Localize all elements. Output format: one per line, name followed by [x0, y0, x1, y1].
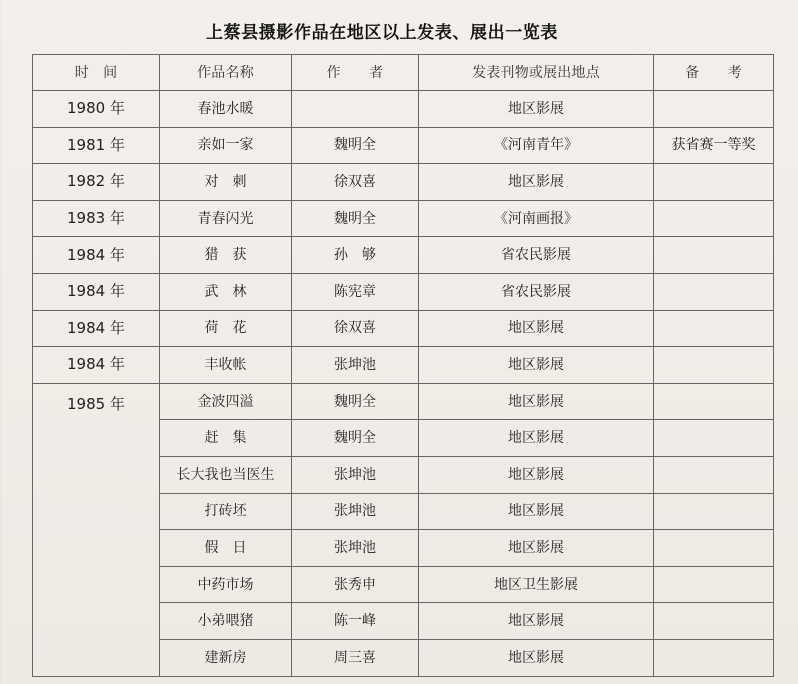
table-row: [33, 347, 774, 384]
remarks-cell: [654, 530, 774, 567]
author-cell: [292, 91, 419, 128]
work-title-cell: 丰收帐: [160, 347, 292, 384]
work-title-cell: 武 林: [160, 273, 292, 310]
work-title-cell: 打砖坯: [160, 493, 292, 530]
remarks-cell: [654, 493, 774, 530]
table-row: [33, 127, 774, 164]
work-title-cell: 春池水暖: [160, 91, 292, 128]
venue-cell: 地区影展: [419, 347, 654, 384]
table-row: [33, 164, 774, 201]
table-row: [33, 237, 774, 274]
work-title-cell: 假 日: [160, 530, 292, 567]
remarks-cell: [654, 273, 774, 310]
table-row: [33, 200, 774, 237]
author-cell: 张坤池: [292, 530, 419, 567]
table-row: [33, 310, 774, 347]
author-cell: 徐双喜: [292, 164, 419, 201]
venue-cell: 地区影展: [419, 310, 654, 347]
photo-works-table: [32, 54, 774, 677]
table-row: [33, 273, 774, 310]
work-title-cell: 青春闪光: [160, 200, 292, 237]
author-cell: 陈宪章: [292, 273, 419, 310]
venue-cell: 地区影展: [419, 383, 654, 420]
year-cell: 1984 年: [33, 237, 160, 274]
work-title-cell: 建新房: [160, 639, 292, 676]
year-cell: 1982 年: [33, 164, 160, 201]
table-row: [33, 91, 774, 128]
year-cell: 1984 年: [33, 347, 160, 384]
venue-cell: 地区影展: [419, 91, 654, 128]
header-author: 作 者: [292, 55, 419, 91]
venue-cell: 省农民影展: [419, 237, 654, 274]
table-row: [33, 383, 774, 420]
venue-cell: 地区影展: [419, 164, 654, 201]
author-cell: 张秀申: [292, 566, 419, 603]
year-cell: 1980 年: [33, 91, 160, 128]
author-cell: 张坤池: [292, 347, 419, 384]
year-cell: 1984 年: [33, 273, 160, 310]
work-title-cell: 长大我也当医生: [160, 456, 292, 493]
venue-cell: 《河南青年》: [419, 127, 654, 164]
remarks-cell: [654, 200, 774, 237]
work-title-cell: 金波四溢: [160, 383, 292, 420]
table-body: [33, 91, 774, 677]
remarks-cell: [654, 639, 774, 676]
remarks-cell: [654, 566, 774, 603]
remarks-cell: [654, 237, 774, 274]
header-publication-venue: 发表刊物或展出地点: [419, 55, 654, 91]
work-title-cell: 荷 花: [160, 310, 292, 347]
author-cell: 孙 够: [292, 237, 419, 274]
author-cell: 魏明全: [292, 383, 419, 420]
remarks-cell: [654, 420, 774, 457]
document-title: 上蔡县摄影作品在地区以上发表、展出一览表: [206, 23, 558, 43]
remarks-cell: [654, 456, 774, 493]
year-cell: 1983 年: [33, 200, 160, 237]
venue-cell: 地区影展: [419, 639, 654, 676]
author-cell: 张坤池: [292, 493, 419, 530]
author-cell: 徐双喜: [292, 310, 419, 347]
year-cell: 1984 年: [33, 310, 160, 347]
remarks-cell: [654, 164, 774, 201]
remarks-cell: [654, 347, 774, 384]
header-work-title: 作品名称: [160, 55, 292, 91]
remarks-cell: [654, 91, 774, 128]
work-title-cell: 猎 获: [160, 237, 292, 274]
remarks-cell: [654, 603, 774, 640]
header-remarks: 备 考: [654, 55, 774, 91]
author-cell: 陈一峰: [292, 603, 419, 640]
venue-cell: 地区影展: [419, 420, 654, 457]
author-cell: 魏明全: [292, 127, 419, 164]
remarks-cell: [654, 310, 774, 347]
work-title-cell: 对 刺: [160, 164, 292, 201]
work-title-cell: 亲如一家: [160, 127, 292, 164]
author-cell: 周三喜: [292, 639, 419, 676]
venue-cell: 《河南画报》: [419, 200, 654, 237]
author-cell: 魏明全: [292, 200, 419, 237]
remarks-cell: 获省赛一等奖: [654, 127, 774, 164]
author-cell: 魏明全: [292, 420, 419, 457]
venue-cell: 地区影展: [419, 493, 654, 530]
venue-cell: 地区影展: [419, 603, 654, 640]
header-time: 时 间: [33, 55, 160, 91]
venue-cell: 地区影展: [419, 530, 654, 567]
author-cell: 张坤池: [292, 456, 419, 493]
work-title-cell: 小弟喂猪: [160, 603, 292, 640]
table-header-row: [33, 55, 774, 91]
venue-cell: 地区卫生影展: [419, 566, 654, 603]
remarks-cell: [654, 383, 774, 420]
venue-cell: 地区影展: [419, 456, 654, 493]
venue-cell: 省农民影展: [419, 273, 654, 310]
work-title-cell: 赶 集: [160, 420, 292, 457]
work-title-cell: 中药市场: [160, 566, 292, 603]
year-cell: 1985 年: [33, 383, 160, 676]
year-cell: 1981 年: [33, 127, 160, 164]
